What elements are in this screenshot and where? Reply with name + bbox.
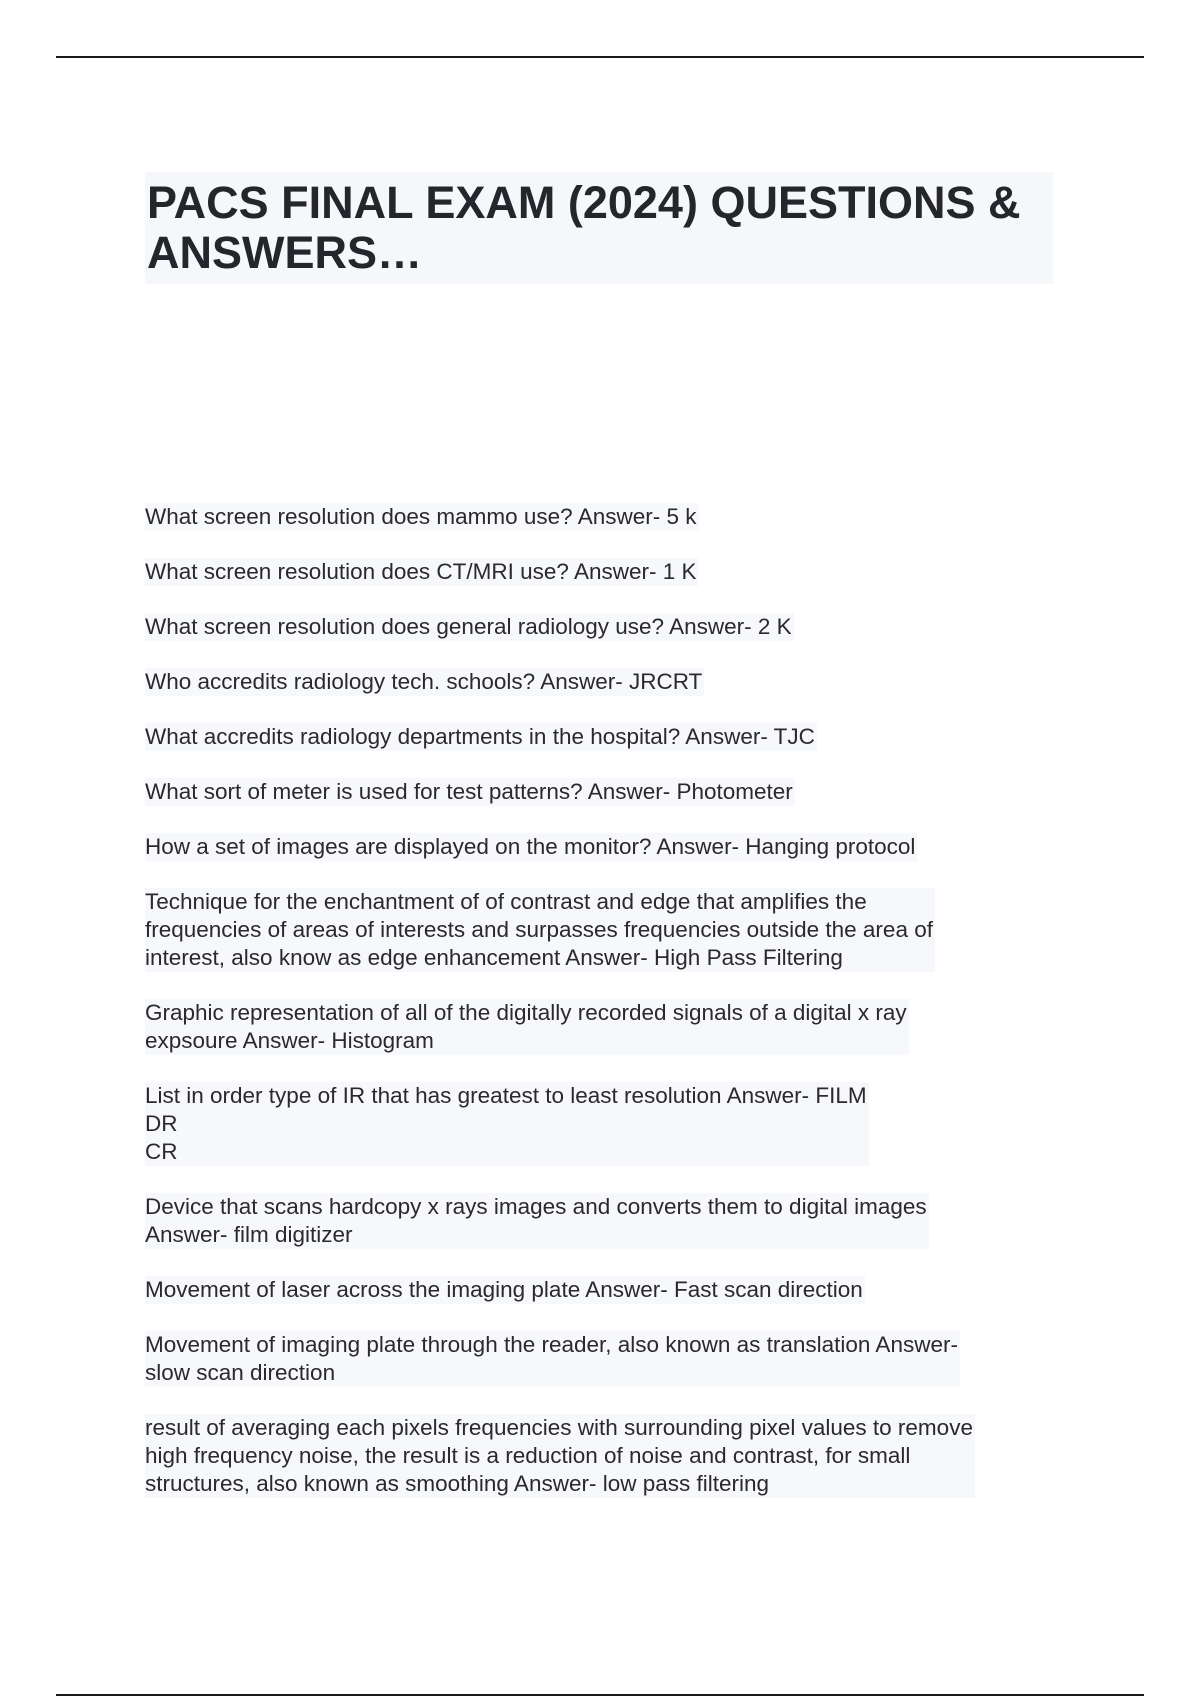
qa-item: What accredits radiology departments in the hospital? Answer- TJC xyxy=(145,724,815,749)
qa-list xyxy=(145,503,1065,1525)
qa-item: Movement of laser across the imaging plate Answer- Fast scan direction xyxy=(145,1277,863,1302)
qa-item: Device that scans hardcopy x rays images and converts them to digital images Answer- film digitizer xyxy=(145,1194,927,1247)
qa-item: How a set of images are displayed on the monitor? Answer- Hanging protocol xyxy=(145,834,916,859)
qa-item: Who accredits radiology tech. schools? Answer- JRCRT xyxy=(145,669,703,694)
qa-item: Movement of imaging plate through the reader, also known as translation Answer- slow scan direction xyxy=(145,1332,958,1385)
qa-item: result of averaging each pixels frequencies with surrounding pixel values to remove high frequency noise, the result is a reduction of noise and contrast, for small structures, also known as smoothing Answer- low pass filtering xyxy=(145,1415,973,1496)
qa-item: Technique for the enchantment of of contrast and edge that amplifies the frequencies of areas of interests and surpasses frequencies outside the area of interest, also know as edge enhancement Answer- High Pass Filtering xyxy=(145,889,933,970)
bottom-divider xyxy=(56,1694,1144,1696)
qa-item: Graphic representation of all of the digitally recorded signals of a digital x ray expsoure Answer- Histogram xyxy=(145,1000,907,1053)
qa-item: What sort of meter is used for test patterns? Answer- Photometer xyxy=(145,779,793,804)
qa-item: What screen resolution does general radiology use? Answer- 2 K xyxy=(145,614,792,639)
qa-item: What screen resolution does CT/MRI use? Answer- 1 K xyxy=(145,559,697,584)
qa-item: List in order type of IR that has greatest to least resolution Answer- FILM DR CR xyxy=(145,1083,867,1164)
document-title: PACS FINAL EXAM (2024) QUESTIONS & ANSWERS… xyxy=(147,177,1021,278)
qa-item: What screen resolution does mammo use? Answer- 5 k xyxy=(145,504,697,529)
top-divider xyxy=(56,56,1144,58)
title-block xyxy=(145,172,1053,284)
